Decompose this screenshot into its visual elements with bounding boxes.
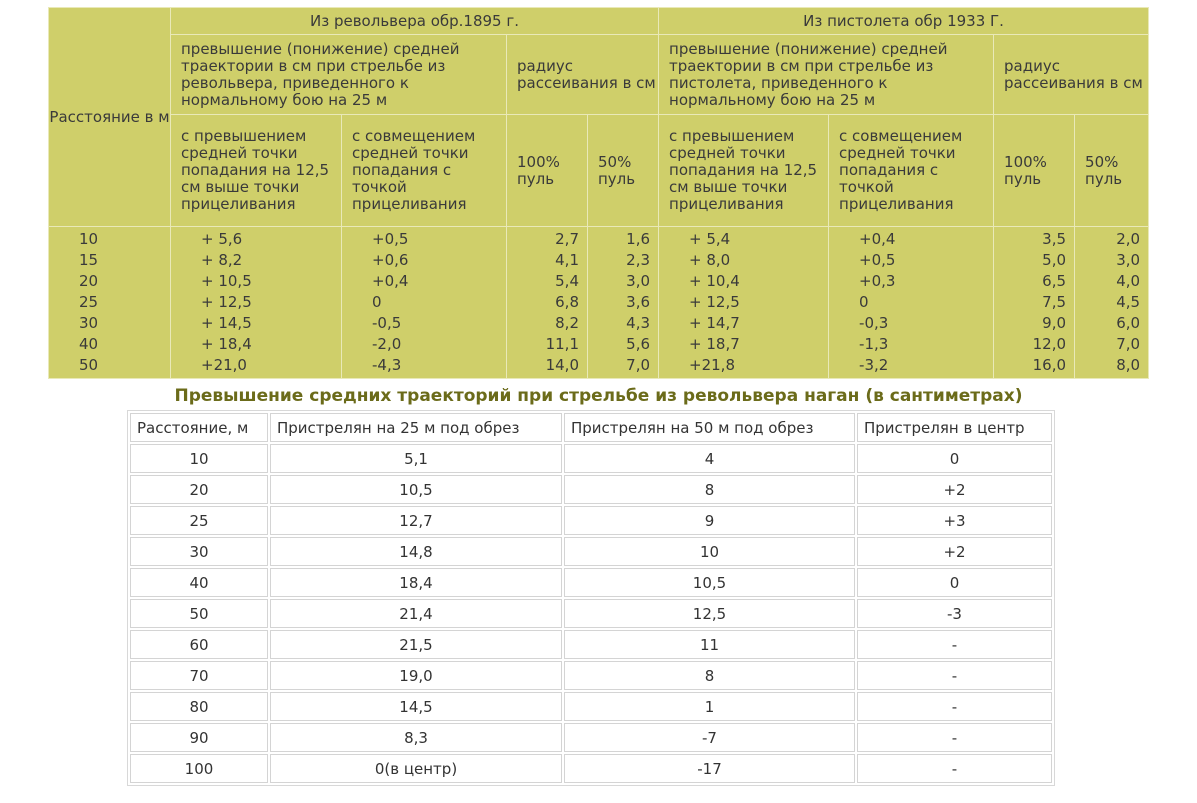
- table-cell: +2: [857, 475, 1052, 504]
- rev-50-value: 1,6: [626, 230, 651, 248]
- table-cell: 25: [130, 506, 268, 535]
- revolver-radius-header: радиус рассеивания в см: [507, 35, 659, 115]
- rev-excess-value: + 5,6: [201, 230, 243, 248]
- table-cell: 12,5: [564, 599, 855, 628]
- table-cell: 0: [857, 568, 1052, 597]
- pistol-excess-column: [659, 227, 829, 379]
- rev-100-value: 5,4: [555, 272, 579, 290]
- rev-50-value: 5,6: [626, 335, 651, 353]
- distance-value: 25: [79, 293, 99, 311]
- column-header: Пристрелян на 50 м под обрез: [564, 413, 855, 442]
- rev-excess-value: + 14,5: [201, 314, 252, 332]
- rev-excess-value: + 18,4: [201, 335, 252, 353]
- pis-excess-value: + 18,7: [689, 335, 740, 353]
- table-cell: 50: [130, 599, 268, 628]
- table-cell: 14,8: [270, 537, 562, 566]
- table-cell: 0(в центр): [270, 754, 562, 783]
- pistol-excess-header: превышение (понижение) средней траектории в см при стрельбе из пистолета, приведенного к нормальному бою на 25 м: [659, 35, 994, 115]
- table-cell: -7: [564, 723, 855, 752]
- pis-50-value: 7,0: [1116, 335, 1141, 353]
- pis-100-value: 12,0: [1032, 335, 1067, 353]
- pis-excess-value: + 10,4: [689, 272, 740, 290]
- table-row: [130, 506, 1052, 535]
- rev-100-value: 8,2: [555, 314, 579, 332]
- table-cell: 8: [564, 475, 855, 504]
- table-cell: 8: [564, 661, 855, 690]
- pis-excess-value: + 12,5: [689, 293, 740, 311]
- table-cell: 21,5: [270, 630, 562, 659]
- pis-100-value: 3,5: [1042, 230, 1067, 248]
- table-cell: -: [857, 692, 1052, 721]
- table-cell: -: [857, 661, 1052, 690]
- table-header-row: [130, 413, 1052, 442]
- table-row: [130, 754, 1052, 783]
- table-cell: 60: [130, 630, 268, 659]
- revolver-sub-100: 100% пуль: [507, 115, 588, 227]
- pistol-sub-align: с совмещением средней точки попадания с точкой прицеливания: [829, 115, 994, 227]
- table-cell: 21,4: [270, 599, 562, 628]
- table-cell: 90: [130, 723, 268, 752]
- rev-excess-value: +21,0: [201, 356, 247, 374]
- table-cell: -: [857, 723, 1052, 752]
- table-row: [130, 599, 1052, 628]
- pis-50-value: 4,5: [1116, 293, 1141, 311]
- table-cell: 19,0: [270, 661, 562, 690]
- table-cell: 10,5: [564, 568, 855, 597]
- table-row: [130, 630, 1052, 659]
- rev-align-value: +0,5: [372, 230, 409, 248]
- rev-align-value: -0,5: [372, 314, 402, 332]
- pis-excess-value: +21,8: [689, 356, 735, 374]
- table-row: [130, 723, 1052, 752]
- distance-value: 40: [79, 335, 99, 353]
- pis-50-value: 2,0: [1116, 230, 1141, 248]
- pis-align-value: +0,4: [859, 230, 896, 248]
- table-cell: 5,1: [270, 444, 562, 473]
- pis-50-value: 4,0: [1116, 272, 1141, 290]
- distance-value: 50: [79, 356, 99, 374]
- distance-value: 20: [79, 272, 99, 290]
- table-cell: 100: [130, 754, 268, 783]
- column-header: Пристрелян на 25 м под обрез: [270, 413, 562, 442]
- pis-excess-value: + 8,0: [689, 251, 731, 269]
- pistol-align-column: [829, 227, 994, 379]
- rev-50-value: 7,0: [626, 356, 651, 374]
- table-cell: 10: [130, 444, 268, 473]
- revolver-header: Из револьвера обр.1895 г.: [171, 8, 659, 35]
- column-header: Расстояние, м: [130, 413, 268, 442]
- revolver-excess-header: превышение (понижение) средней траектории в см при стрельбе из револьвера, приведенного к нормальному бою на 25 м: [171, 35, 507, 115]
- pistol-sub-50: 50% пуль: [1075, 115, 1149, 227]
- pis-100-value: 7,5: [1042, 293, 1067, 311]
- pis-excess-value: + 5,4: [689, 230, 731, 248]
- rev-100-value: 4,1: [555, 251, 579, 269]
- nagan-table-caption: Превышение средних траекторий при стрельбе из револьвера наган (в сантиметрах): [174, 386, 1023, 406]
- pis-align-value: +0,5: [859, 251, 896, 269]
- rev-100-value: 6,8: [555, 293, 579, 311]
- distance-value: 30: [79, 314, 99, 332]
- table-row: [130, 537, 1052, 566]
- rev-100-value: 2,7: [555, 230, 579, 248]
- trajectory-dispersion-table: [48, 7, 1149, 379]
- pistol-radius-header: радиус рассеивания в см: [994, 35, 1149, 115]
- nagan-trajectory-table: [127, 410, 1055, 786]
- distance-header: Расстояние в м: [49, 8, 171, 227]
- pistol-50-column: [1075, 227, 1149, 379]
- table-cell: 9: [564, 506, 855, 535]
- pis-50-value: 6,0: [1116, 314, 1141, 332]
- revolver-100-column: [507, 227, 588, 379]
- distance-value: 10: [79, 230, 99, 248]
- table-cell: 0: [857, 444, 1052, 473]
- table-cell: 14,5: [270, 692, 562, 721]
- rev-excess-value: + 10,5: [201, 272, 252, 290]
- rev-align-value: 0: [372, 293, 382, 311]
- pis-100-value: 16,0: [1032, 356, 1067, 374]
- revolver-sub-excess: с превышением средней точки попадания на 12,5 см выше точки прицеливания: [171, 115, 342, 227]
- table-cell: -: [857, 630, 1052, 659]
- table-row: [130, 692, 1052, 721]
- pistol-header: Из пистолета обр 1933 Г.: [659, 8, 1149, 35]
- pis-align-value: -3,2: [859, 356, 889, 374]
- table-cell: 1: [564, 692, 855, 721]
- rev-50-value: 3,0: [626, 272, 651, 290]
- revolver-50-column: [588, 227, 659, 379]
- rev-50-value: 2,3: [626, 251, 651, 269]
- rev-excess-value: + 12,5: [201, 293, 252, 311]
- table-cell: +3: [857, 506, 1052, 535]
- table-cell: 10: [564, 537, 855, 566]
- rev-align-value: -4,3: [372, 356, 402, 374]
- table-cell: 8,3: [270, 723, 562, 752]
- rev-50-value: 3,6: [626, 293, 651, 311]
- pis-100-value: 5,0: [1042, 251, 1067, 269]
- table-cell: 12,7: [270, 506, 562, 535]
- table-cell: 10,5: [270, 475, 562, 504]
- rev-100-value: 11,1: [545, 335, 579, 353]
- table-row: [130, 444, 1052, 473]
- table-cell: 20: [130, 475, 268, 504]
- table-cell: -17: [564, 754, 855, 783]
- rev-align-value: +0,6: [372, 251, 409, 269]
- rev-100-value: 14,0: [545, 356, 579, 374]
- table-cell: 40: [130, 568, 268, 597]
- pis-align-value: 0: [859, 293, 869, 311]
- revolver-align-column: [342, 227, 507, 379]
- pistol-sub-excess: с превышением средней точки попадания на 12,5 см выше точки прицеливания: [659, 115, 829, 227]
- table-row: [130, 568, 1052, 597]
- table-cell: -3: [857, 599, 1052, 628]
- pis-50-value: 3,0: [1116, 251, 1141, 269]
- table-cell: 4: [564, 444, 855, 473]
- rev-excess-value: + 8,2: [201, 251, 243, 269]
- distance-value: 15: [79, 251, 99, 269]
- pis-align-value: -0,3: [859, 314, 889, 332]
- table-cell: 70: [130, 661, 268, 690]
- table-row: [130, 475, 1052, 504]
- column-header: Пристрелян в центр: [857, 413, 1052, 442]
- table-cell: -: [857, 754, 1052, 783]
- pis-100-value: 6,5: [1042, 272, 1067, 290]
- pistol-sub-100: 100% пуль: [994, 115, 1075, 227]
- rev-50-value: 4,3: [626, 314, 651, 332]
- pis-50-value: 8,0: [1116, 356, 1141, 374]
- pis-excess-value: + 14,7: [689, 314, 740, 332]
- table-cell: 80: [130, 692, 268, 721]
- table-cell: 30: [130, 537, 268, 566]
- pis-align-value: +0,3: [859, 272, 896, 290]
- pis-align-value: -1,3: [859, 335, 889, 353]
- distance-column: [49, 227, 171, 379]
- pis-100-value: 9,0: [1042, 314, 1067, 332]
- pistol-100-column: [994, 227, 1075, 379]
- table-cell: 18,4: [270, 568, 562, 597]
- table-row: [130, 661, 1052, 690]
- table-cell: 11: [564, 630, 855, 659]
- table-cell: +2: [857, 537, 1052, 566]
- revolver-sub-50: 50% пуль: [588, 115, 659, 227]
- rev-align-value: -2,0: [372, 335, 402, 353]
- revolver-excess-column: [171, 227, 342, 379]
- revolver-sub-align: с совмещением средней точки попадания с точкой прицеливания: [342, 115, 507, 227]
- rev-align-value: +0,4: [372, 272, 409, 290]
